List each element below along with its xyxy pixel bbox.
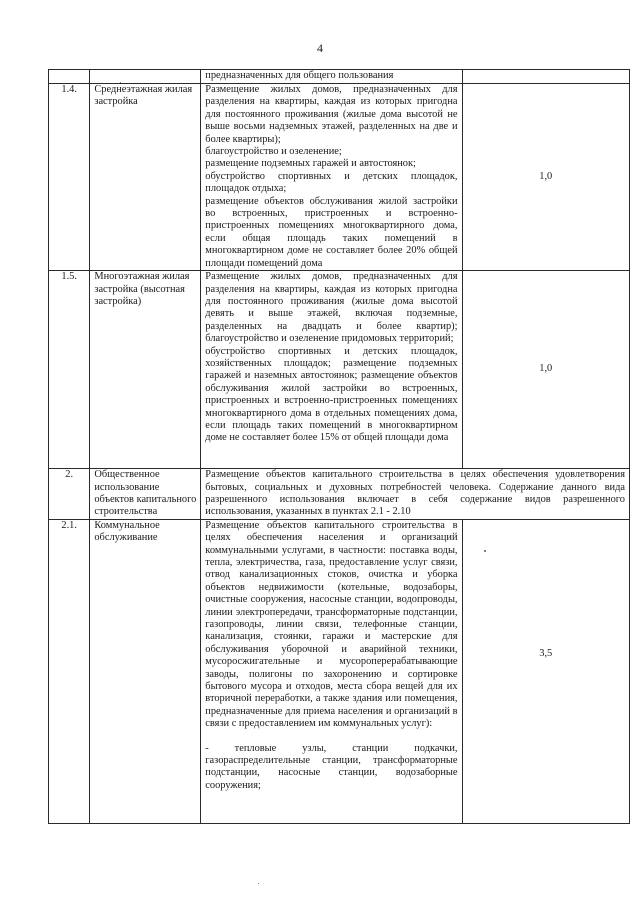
- use-description: [201, 271, 462, 469]
- use-type-name: [90, 70, 201, 84]
- description-line: - тепловые узлы, станции подкачки, газораспределительные станции, трансформаторные подстанции, насосные станции, водозаборные сооружения;: [205, 742, 458, 791]
- use-description: [201, 70, 462, 84]
- page-number: 4: [317, 41, 323, 55]
- use-type-name: Многоэтажная жилая застройка (высотная застройка): [90, 271, 201, 469]
- description-line: Размещение жилых домов, предназначенных для разделения на квартиры, каждая из которых пригодна для постоянного проживания (жилые дома высотой девять и выше этажей, включая подземные, разделенных на двадцать и более квартир); благоустройство и озеленение придомовых территорий;: [205, 271, 458, 345]
- row-number: 2.1.: [49, 519, 90, 823]
- row-number: [49, 70, 90, 84]
- coefficient-value: 1,0: [462, 271, 629, 469]
- table-row: [49, 469, 630, 520]
- spacer: [205, 731, 457, 743]
- row-number: 2.: [49, 469, 90, 520]
- description-line: благоустройство и озеленение;: [205, 146, 342, 158]
- scan-speck: [484, 550, 486, 552]
- description-line: обустройство спортивных и детских площадок, площадок отдыха;: [205, 170, 458, 195]
- merged-description: [201, 469, 630, 520]
- use-description: [201, 84, 462, 271]
- coefficient-text: 3,5: [539, 648, 553, 660]
- table-row: [49, 84, 630, 271]
- row-number: 1.5.: [49, 271, 90, 469]
- land-use-table: [48, 69, 630, 824]
- description-line: Размещение объектов капитального строительства в целях обеспечения населения и организаций коммунальными услугами, в частности: поставка воды, тепла, электричества, газа, предоставление услуг связи, отвод канализационных стоков, очистка и уборка объектов недвижимости (котельные, водозаборы, очистные сооружения, насосные станции, водопроводы, линии электропередачи, трансформаторные подстанции, газопроводы, линии связи, телефонные станции, канализация, стоянки, гаражи и мастерские для обслуживания уборочной и аварийной техники, мусоросжигательные и мусороперерабатывающие заводы, полигоны по захоронению и сортировке бытового мусора и отходов, места сбора вещей для их вторичной переработки, а также здания или помещения, предназначенные для приема населения и организаций в связи с предоставлением им коммунальных услуг):: [205, 519, 458, 730]
- description-line: Размещение жилых домов, предназначенных для разделения на квартиры, каждая из которых пригодна для постоянного проживания (жилые дома высотой не выше восьми надземных этажей, разделенных на две и более квартиры);: [205, 84, 458, 145]
- table-row: [49, 70, 630, 84]
- description-line: размещение объектов обслуживания жилой застройки во встроенных, пристроенных и встроенно-пристроенных помещениях многоквартирного дома, если общая площадь таких помещений в многоквартирном доме не составляет более 20% общей площади помещений дома: [205, 195, 458, 269]
- use-type-name: Среднеэтажная жилая застройка: [90, 84, 201, 271]
- table-row: [49, 271, 630, 469]
- description-line: Размещение объектов капитального строительства в целях обеспечения удовлетворения бытовых, социальных и духовных потребностей человека. Содержание данного вида разрешенного использования включает в себя содержание видов разрешенного использования, указанных в пунктах 2.1 - 2.10: [205, 469, 625, 518]
- use-type-name: Коммунальное обслуживание: [90, 519, 201, 823]
- coefficient-value: 1,0: [462, 84, 629, 271]
- scan-speck: [258, 883, 259, 884]
- use-type-name: Общественное использование объектов капитального строительства: [90, 469, 201, 520]
- use-description: [201, 519, 462, 823]
- coefficient-value: [462, 519, 629, 823]
- coefficient-value: [462, 70, 629, 84]
- scan-speck: [120, 82, 121, 83]
- description-line: обустройство спортивных и детских площадок, хозяйственных площадок; размещение подземных гаражей и наземных автостоянок; размещение объектов обслуживания жилой застройки во встроенных, пристроенных и встроенно-пристроенных помещениях многоквартирного дома в отдельных помещениях дома, если площадь таких помещений в многоквартирном доме не составляет более 15% от общей площади дома: [205, 345, 458, 444]
- description-line: размещение подземных гаражей и автостоянок;: [205, 158, 416, 170]
- table-row: [49, 519, 630, 823]
- row-number: 1.4.: [49, 84, 90, 271]
- description-line: предназначенных для общего пользования: [205, 70, 394, 81]
